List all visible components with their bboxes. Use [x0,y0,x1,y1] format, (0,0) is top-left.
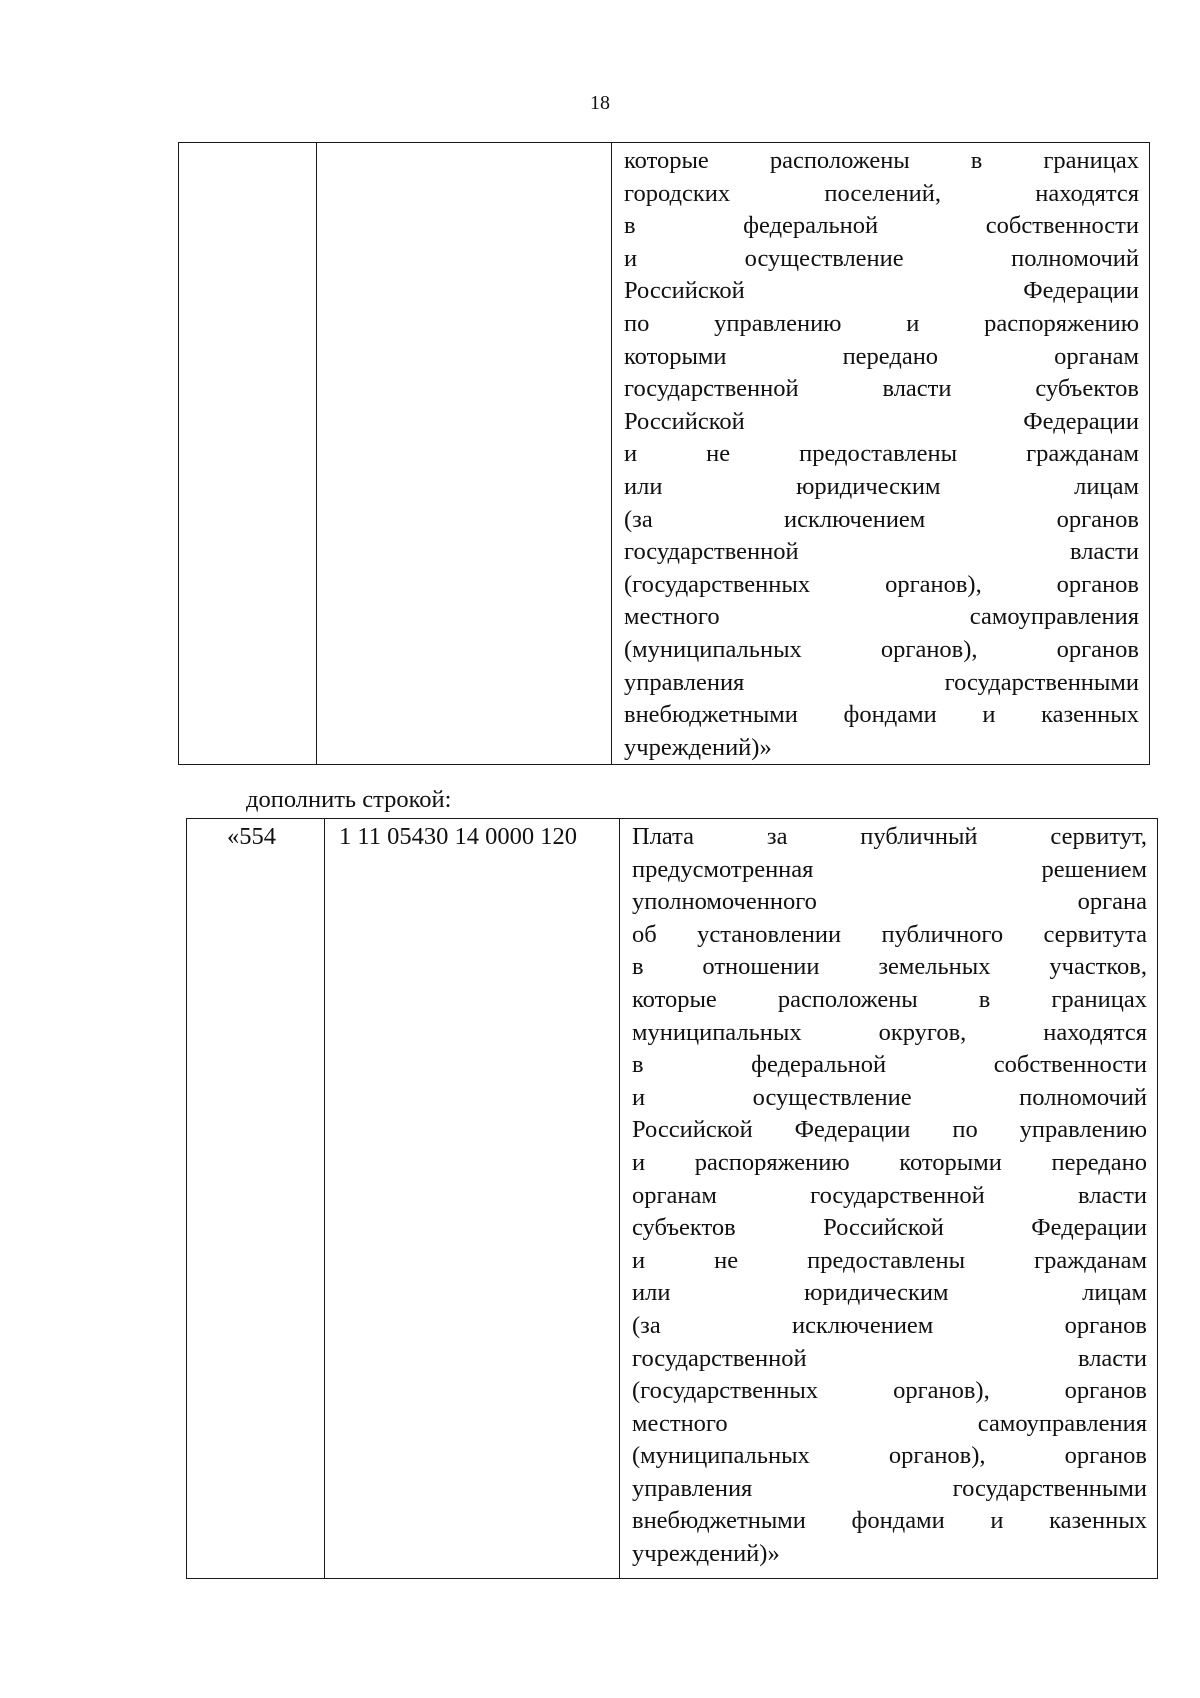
text-line: субъектов Российской Федерации [632,1214,1147,1242]
text-line: (государственных органов), органов [624,570,1139,598]
text-line: Плата за публичный сервитут, [632,823,1147,850]
text-line: органам государственной власти [632,1181,1147,1209]
text-line: в федеральной собственности [624,212,1139,240]
text-line: управления государственными [624,668,1139,696]
description-text [620,819,1157,1571]
text-line: муниципальных округов, находятся [632,1018,1147,1046]
text-line: которые расположены в границах [624,147,1139,174]
text-line: Российской Федерации по управлению [632,1116,1147,1144]
table-row [179,143,1150,765]
text-line: которые расположены в границах [632,985,1147,1013]
instruction-text: дополнить строкой: [246,786,452,813]
table-row [187,819,1158,1579]
cell-number [179,143,317,765]
text-line: и не предоставлены гражданам [624,440,1139,468]
text-line: предусмотренная решением [632,855,1147,883]
text-line: или юридическим лицам [632,1279,1147,1307]
description-text [612,143,1149,764]
text-line: и осуществление полномочий [624,244,1139,272]
text-line: которыми передано органам [624,342,1139,370]
text-line: и не предоставлены гражданам [632,1246,1147,1274]
text-line: государственной власти [624,538,1139,566]
text-line: управления государственными [632,1474,1147,1502]
text-line: об установлении публичного сервитута [632,920,1147,948]
text-line: Российской Федерации [624,407,1139,435]
text-line: государственной власти субъектов [624,375,1139,403]
text-line: государственной власти [632,1344,1147,1372]
text-line: (за исключением органов [632,1311,1147,1339]
text-line: или юридическим лицам [624,472,1139,500]
text-line: (муниципальных органов), органов [624,635,1139,663]
budget-code: 1 11 05430 14 0000 120 [339,823,577,850]
text-line: уполномоченного органа [632,888,1147,916]
text-line: внебюджетными фондами и казенных [624,701,1139,729]
cell-number [187,819,325,1579]
text-line: местного самоуправления [632,1409,1147,1437]
text-line: городских поселений, находятся [624,179,1139,207]
cell-description [620,819,1158,1579]
text-line: местного самоуправления [624,603,1139,631]
cell-code [325,819,620,1579]
text-line: (за исключением органов [624,505,1139,533]
text-line: и распоряжению которыми передано [632,1148,1147,1176]
text-line: Российской Федерации [624,277,1139,305]
text-line: в отношении земельных участков, [632,953,1147,981]
text-line: (государственных органов), органов [632,1377,1147,1405]
text-line: внебюджетными фондами и казенных [632,1507,1147,1535]
text-line: учреждений)» [632,1540,780,1568]
text-line: учреждений)» [624,733,772,761]
cell-code [317,143,612,765]
table-new-row [186,818,1158,1579]
cell-description [612,143,1150,765]
text-line: (муниципальных органов), органов [632,1442,1147,1470]
text-line: по управлению и распоряжению [624,309,1139,337]
table-continuation [178,142,1150,765]
row-number: «554 [227,823,276,850]
page-number: 18 [590,92,610,114]
text-line: в федеральной собственности [632,1051,1147,1079]
text-line: и осуществление полномочий [632,1083,1147,1111]
